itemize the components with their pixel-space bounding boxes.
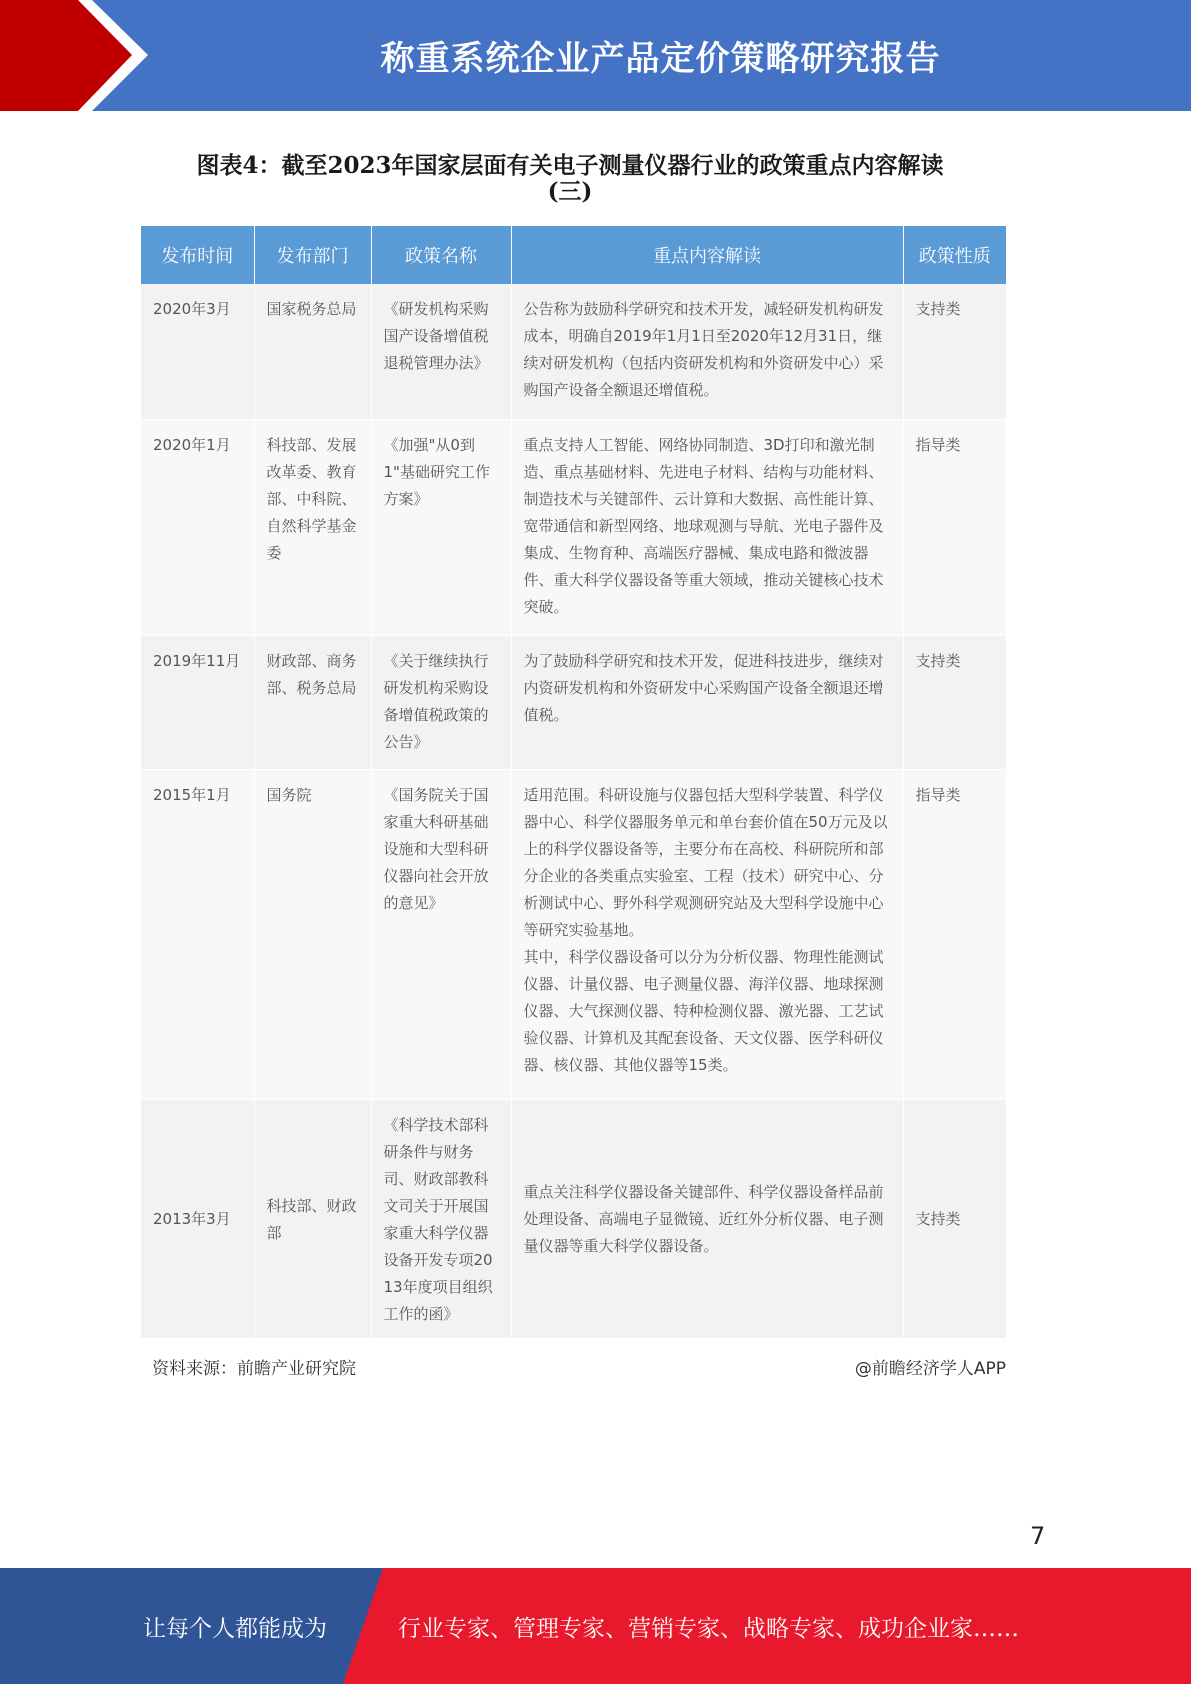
cell-date: 2020年3月	[141, 284, 254, 419]
table-row	[141, 769, 1006, 1099]
table-header-row	[141, 226, 1006, 284]
cell-content-paragraph: 适用范围。科研设施与仪器包括大型科学装置、科学仪器中心、科学仪器服务单元和单台套价值在50万元及以上的科学仪器设备等，主要分布在高校、科研院所和部分企业的各类重点实验室、工程（技术）研究中心、分析测试中心、野外科学观测研究站及大型科学设施中心等研究实验基地。	[523, 785, 888, 939]
figure-title	[150, 153, 990, 205]
figure-title-line1: 图表4：截至2023年国家层面有关电子测量仪器行业的政策重点内容解读	[196, 152, 944, 179]
column-header-content: 重点内容解读	[511, 226, 903, 284]
cell-type: 支持类	[903, 1099, 1006, 1338]
cell-type: 支持类	[903, 635, 1006, 769]
table-row	[141, 1099, 1006, 1338]
report-title: 称重系统企业产品定价策略研究报告	[380, 39, 941, 79]
cell-dept: 科技部、发展改革委、教育部、中科院、自然科学基金委	[254, 419, 371, 635]
cell-type: 指导类	[903, 419, 1006, 635]
source-note: 资料来源：前瞻产业研究院	[152, 1359, 356, 1379]
cell-date: 2015年1月	[141, 769, 254, 1099]
table-row	[141, 419, 1006, 635]
column-header-name: 政策名称	[371, 226, 511, 284]
report-footer	[0, 1568, 1191, 1684]
figure-title-line2: (三)	[547, 178, 593, 205]
cell-policy-name: 《科学技术部科研条件与财务司、财政部教科文司关于开展国家重大科学仪器设备开发专项2013年度项目组织工作的函》	[371, 1099, 511, 1338]
column-header-dept: 发布部门	[254, 226, 371, 284]
cell-date: 2013年3月	[141, 1099, 254, 1338]
footer-slogan-right: 行业专家、管理专家、营销专家、战略专家、成功企业家……	[398, 1615, 1019, 1642]
credit-note: @前瞻经济学人APP	[854, 1359, 1006, 1379]
cell-type: 指导类	[903, 769, 1006, 1099]
cell-content: 公告称为鼓励科学研究和技术开发，减轻研发机构研发成本，明确自2019年1月1日至2020年12月31日，继续对研发机构（包括内资研发机构和外资研发中心）采购国产设备全额退还增值税。	[511, 284, 903, 419]
table-row	[141, 635, 1006, 769]
column-header-type: 政策性质	[903, 226, 1006, 284]
cell-policy-name: 《加强"从0到1"基础研究工作方案》	[371, 419, 511, 635]
page-number: 7	[1030, 1522, 1046, 1550]
cell-type: 支持类	[903, 284, 1006, 419]
table-row	[141, 284, 1006, 419]
cell-content	[511, 769, 903, 1099]
footer-slogan-left: 让每个人都能成为	[143, 1615, 327, 1642]
cell-content: 重点关注科学仪器设备关键部件、科学仪器设备样品前处理设备、高端电子显微镜、近红外分析仪器、电子测量仪器等重大科学仪器设备。	[511, 1099, 903, 1338]
cell-date: 2020年1月	[141, 419, 254, 635]
cell-policy-name: 《关于继续执行研发机构采购设备增值税政策的公告》	[371, 635, 511, 769]
cell-policy-name: 《国务院关于国家重大科研基础设施和大型科研仪器向社会开放的意见》	[371, 769, 511, 1099]
cell-policy-name: 《研发机构采购国产设备增值税退税管理办法》	[371, 284, 511, 419]
cell-dept: 国务院	[254, 769, 371, 1099]
column-header-date: 发布时间	[141, 226, 254, 284]
cell-date: 2019年11月	[141, 635, 254, 769]
cell-dept: 国家税务总局	[254, 284, 371, 419]
cell-content: 重点支持人工智能、网络协同制造、3D打印和激光制造、重点基础材料、先进电子材料、结构与功能材料、制造技术与关键部件、云计算和大数据、高性能计算、宽带通信和新型网络、地球观测与导航、光电子器件及集成、生物育种、高端医疗器械、集成电路和微波器件、重大科学仪器设备等重大领域，推动关键核心技术突破。	[511, 419, 903, 635]
cell-content-paragraph: 其中，科学仪器设备可以分为分析仪器、物理性能测试仪器、计量仪器、电子测量仪器、海洋仪器、地球探测仪器、大气探测仪器、特种检测仪器、激光器、工艺试验仪器、计算机及其配套设备、天文仪器、医学科研仪器、核仪器、其他仪器等15类。	[523, 947, 884, 1074]
report-header	[0, 0, 1191, 111]
policy-table	[141, 226, 1006, 1338]
cell-dept: 财政部、商务部、税务总局	[254, 635, 371, 769]
policy-table-container	[141, 226, 1006, 1338]
cell-content: 为了鼓励科学研究和技术开发，促进科技进步，继续对内资研发机构和外资研发中心采购国产设备全额退还增值税。	[511, 635, 903, 769]
cell-dept: 科技部、财政部	[254, 1099, 371, 1338]
